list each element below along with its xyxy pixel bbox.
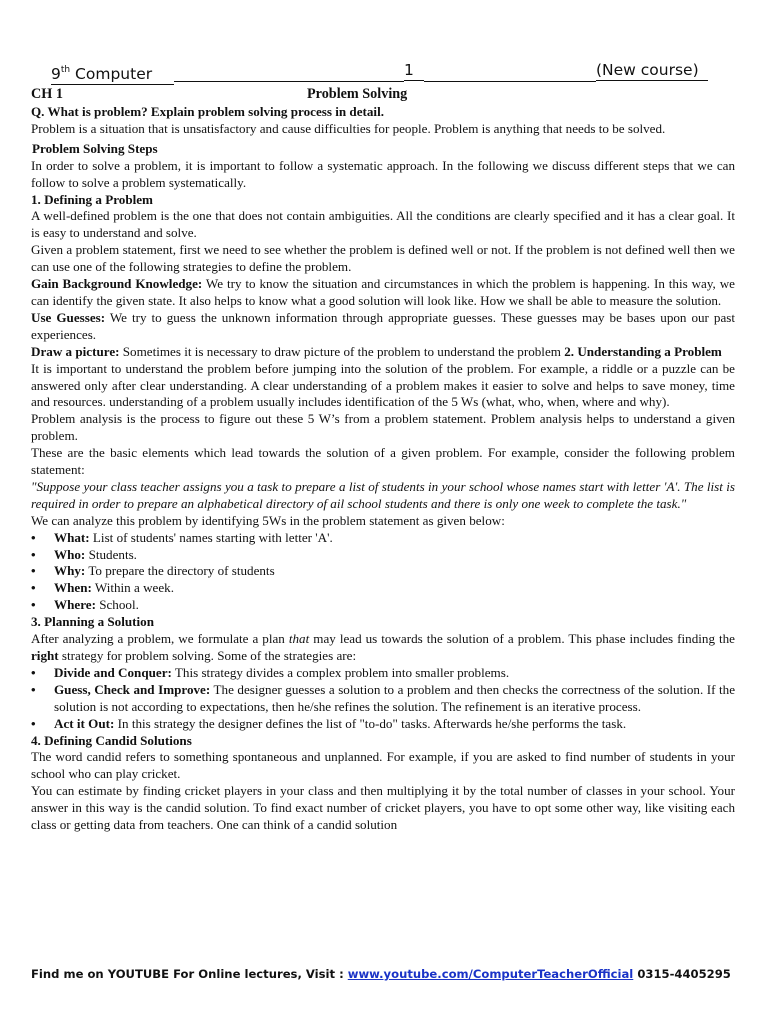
footer-text: Find me on YOUTUBE For Online lectures, Visit : (31, 967, 348, 981)
header-course: (New course) (596, 62, 708, 81)
chapter-title: Problem Solving (307, 86, 408, 102)
section-1-heading: 1. Defining a Problem (31, 191, 153, 207)
chapter-label: CH 1 (31, 86, 63, 102)
strategies-list (31, 665, 735, 733)
header-page-number: 1 (404, 62, 424, 81)
draw-picture-paragraph: Draw a picture: Sometimes it is necessary to draw picture of the problem to understand the problem 2. Understanding a Problem (31, 343, 722, 359)
section-2-paragraph: Problem analysis is the process to figure out these 5 W’s from a problem statement. Problem analysis helps to understand a given problem. (31, 411, 735, 444)
draw-picture-label: Draw a picture: (31, 343, 120, 359)
section-2-paragraph: It is important to understand the problem before jumping into the solution of the problem. For example, a riddle or a puzzle can be answered only after clear understanding. A clear understanding of a problem makes it easier to solve and helps to save money, time and resources. understanding of a problem usually includes identification of the 5 Ws (what, who, when, where and why). (31, 360, 735, 410)
list-item: • Act it Out: In this strategy the designer defines the list of "to-do" tasks. Afterwards he/she performs the task. (31, 716, 735, 733)
document-body (31, 104, 735, 834)
problem-statement-quote: "Suppose your class teacher assigns you a task to prepare a list of students in your school whose names start with letter 'A'. The list is required in order to prepare an alphabetical directory of ail school students and there is only one week to complete the task." (31, 478, 735, 511)
list-item: • Guess, Check and Improve: The designer guesses a solution to a problem and then checks the correctness of the solution. If the solution is not according to expectations, then he/she refines the solution. The refinement is an iterative process. (31, 682, 735, 716)
list-item: • When: Within a week. (31, 580, 735, 597)
intro-paragraph: Problem is a situation that is unsatisfactory and cause difficulties for people. Problem is anything that needs to be solved. (31, 120, 666, 136)
list-item: • Where: School. (31, 597, 735, 614)
list-item: • What: List of students' names starting with letter 'A'. (31, 530, 735, 547)
list-item: • Why: To prepare the directory of students (31, 563, 735, 580)
list-item: • Divide and Conquer: This strategy divides a complex problem into smaller problems. (31, 665, 735, 682)
section-3-heading: 3. Planning a Solution (31, 614, 154, 630)
section-2-paragraph: We can analyze this problem by identifying 5Ws in the problem statement as given below: (31, 512, 505, 528)
youtube-link[interactable]: www.youtube.com/ComputerTeacherOfficial (347, 967, 634, 981)
section-2-heading: 2. Understanding a Problem (564, 343, 722, 359)
gain-background-label: Gain Background Knowledge: (31, 276, 203, 292)
header-rule (424, 62, 596, 82)
section-3-paragraph: After analyzing a problem, we formulate a plan that may lead us towards the solution of a problem. This phase includes finding the right strategy for problem solving. Some of the strategies are: (31, 631, 735, 663)
gain-background-paragraph: Gain Background Knowledge: We try to know the situation and circumstances in which the problem is happening. In this way, we can identify the given state. It also helps to know what a good solution will look like. How we shall be able to measure the solution. (31, 276, 735, 308)
steps-heading: Problem Solving Steps (32, 140, 158, 156)
header-subject: 9th Computer (51, 62, 174, 85)
footer-phone: 0315-4405295 (633, 967, 731, 981)
list-item: • Who: Students. (31, 547, 735, 564)
header-rule (174, 62, 404, 82)
section-1-paragraph: Given a problem statement, first we need to see whether the problem is defined well or not. If the problem is not defined well then we can use one of the following strategies to define the problem. (31, 242, 735, 275)
five-ws-list (31, 530, 735, 615)
section-4-paragraph: You can estimate by finding cricket players in your class and then multiplying it by the total number of classes in your school. Your answer in this way is the candid solution. To find exact number of cricket players, you have to opt some other way, like visiting each class or getting data from teachers. One can think of a candid solution (31, 783, 735, 833)
section-4-paragraph: The word candid refers to something spontaneous and unplanned. For example, if you are asked to find number of students in your school who can play cricket. (31, 749, 735, 782)
section-4-heading: 4. Defining Candid Solutions (31, 732, 192, 748)
question-heading: Q. What is problem? Explain problem solving process in detail. (31, 104, 384, 119)
section-2-paragraph: These are the basic elements which lead towards the solution of a given problem. For example, consider the following problem statement: (31, 445, 735, 478)
use-guesses-label: Use Guesses: (31, 309, 106, 325)
use-guesses-paragraph: Use Guesses: We try to guess the unknown information through appropriate guesses. These guesses may be bases upon our past experiences. (31, 309, 736, 342)
section-1-paragraph: A well-defined problem is the one that does not contain ambiguities. All the conditions are clearly specified and it has a clear goal. It is easy to understand and solve. (31, 208, 735, 241)
page-header (51, 62, 701, 84)
page-footer (31, 966, 735, 983)
chapter-line (31, 86, 735, 104)
steps-intro: In order to solve a problem, it is important to follow a systematic approach. In the following we discuss different steps that we can follow to solve a problem systematically. (31, 157, 735, 190)
